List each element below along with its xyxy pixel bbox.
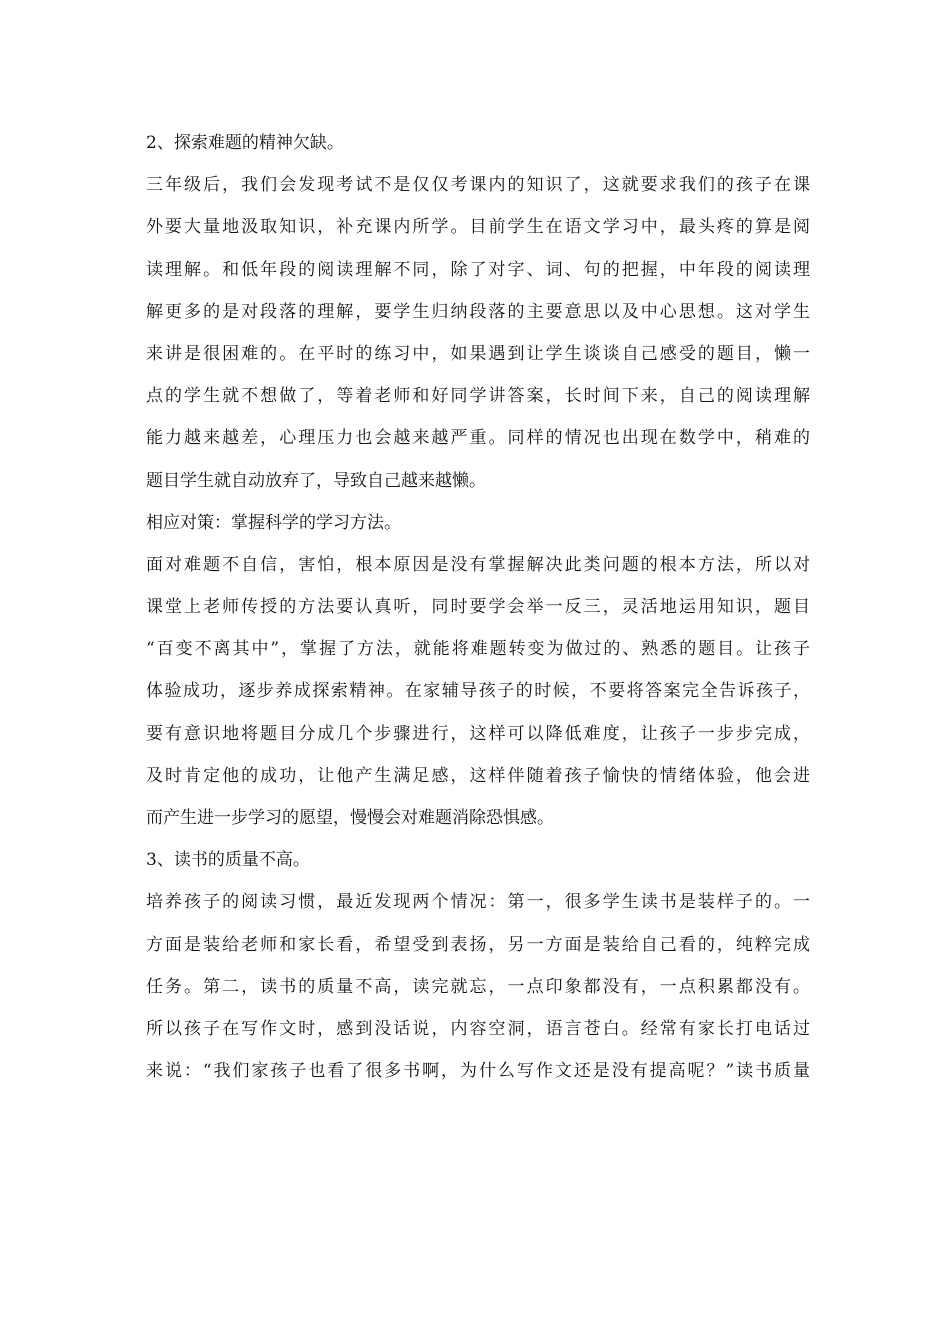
text-line: 而产生进一步学习的愿望，慢慢会对难题消除恐惧感。 — [146, 808, 554, 828]
text-line: 培养孩子的阅读习惯，最近发现两个情况：第一，很多学生读书是装样子的。一 — [146, 892, 810, 913]
document-body — [146, 122, 810, 1092]
text-line: 来讲是很困难的。在平时的练习中，如果遇到让学生谈谈自己感受的题目，懒一 — [146, 343, 810, 364]
text-line: 解更多的是对段落的理解，要学生归纳段落的主要意思以及中心思想。这对学生 — [146, 301, 810, 322]
text-line: 体验成功，逐步养成探索精神。在家辅导孩子的时候，不要将答案完全告诉孩子， — [146, 681, 810, 702]
text-line: 点的学生就不想做了，等着老师和好同学讲答案，长时间下来，自己的阅读理解 — [146, 386, 810, 407]
text-line: 来说：“我们家孩子也看了很多书啊，为什么写作文还是没有提高呢？”读书质量 — [146, 1061, 810, 1082]
text-line: 方面是装给老师和家长看，希望受到表扬，另一方面是装给自己看的，纯粹完成 — [146, 934, 810, 955]
text-line: “百变不离其中”，掌握了方法，就能将难题转变为做过的、熟悉的题目。让孩子 — [146, 639, 810, 660]
text-line: 面对难题不自信，害怕，根本原因是没有掌握解决此类问题的根本方法，所以对 — [146, 554, 810, 575]
text-line: 2、探索难题的精神欠缺。 — [146, 133, 344, 153]
text-line: 能力越来越差，心理压力也会越来越严重。同样的情况也出现在数学中，稍难的 — [146, 428, 810, 449]
text-line: 要有意识地将题目分成几个步骤进行，这样可以降低难度，让孩子一步步完成， — [146, 723, 810, 744]
text-line: 课堂上老师传授的方法要认真听，同时要学会举一反三，灵活地运用知识，题目 — [146, 597, 810, 618]
text-line: 三年级后，我们会发现考试不是仅仅考课内的知识了，这就要求我们的孩子在课 — [146, 175, 810, 196]
text-line: 题目学生就自动放弃了，导致自己越来越懒。 — [146, 470, 486, 491]
text-line: 任务。第二，读书的质量不高，读完就忘，一点印象都没有，一点积累都没有。 — [146, 976, 810, 997]
text-line: 相应对策：掌握科学的学习方法。 — [146, 512, 401, 533]
text-line: 读理解。和低年段的阅读理解不同，除了对字、词、句的把握，中年段的阅读理 — [146, 259, 810, 280]
text-line: 3、读书的质量不高。 — [146, 850, 310, 871]
text-line: 及时肯定他的成功，让他产生满足感，这样伴随着孩子愉快的情绪体验，他会进 — [146, 765, 810, 786]
text-line: 所以孩子在写作文时，感到没话说，内容空洞，语言苍白。经常有家长打电话过 — [146, 1018, 810, 1039]
text-line: 外要大量地汲取知识，补充课内所学。目前学生在语文学习中，最头疼的算是阅 — [146, 217, 810, 238]
